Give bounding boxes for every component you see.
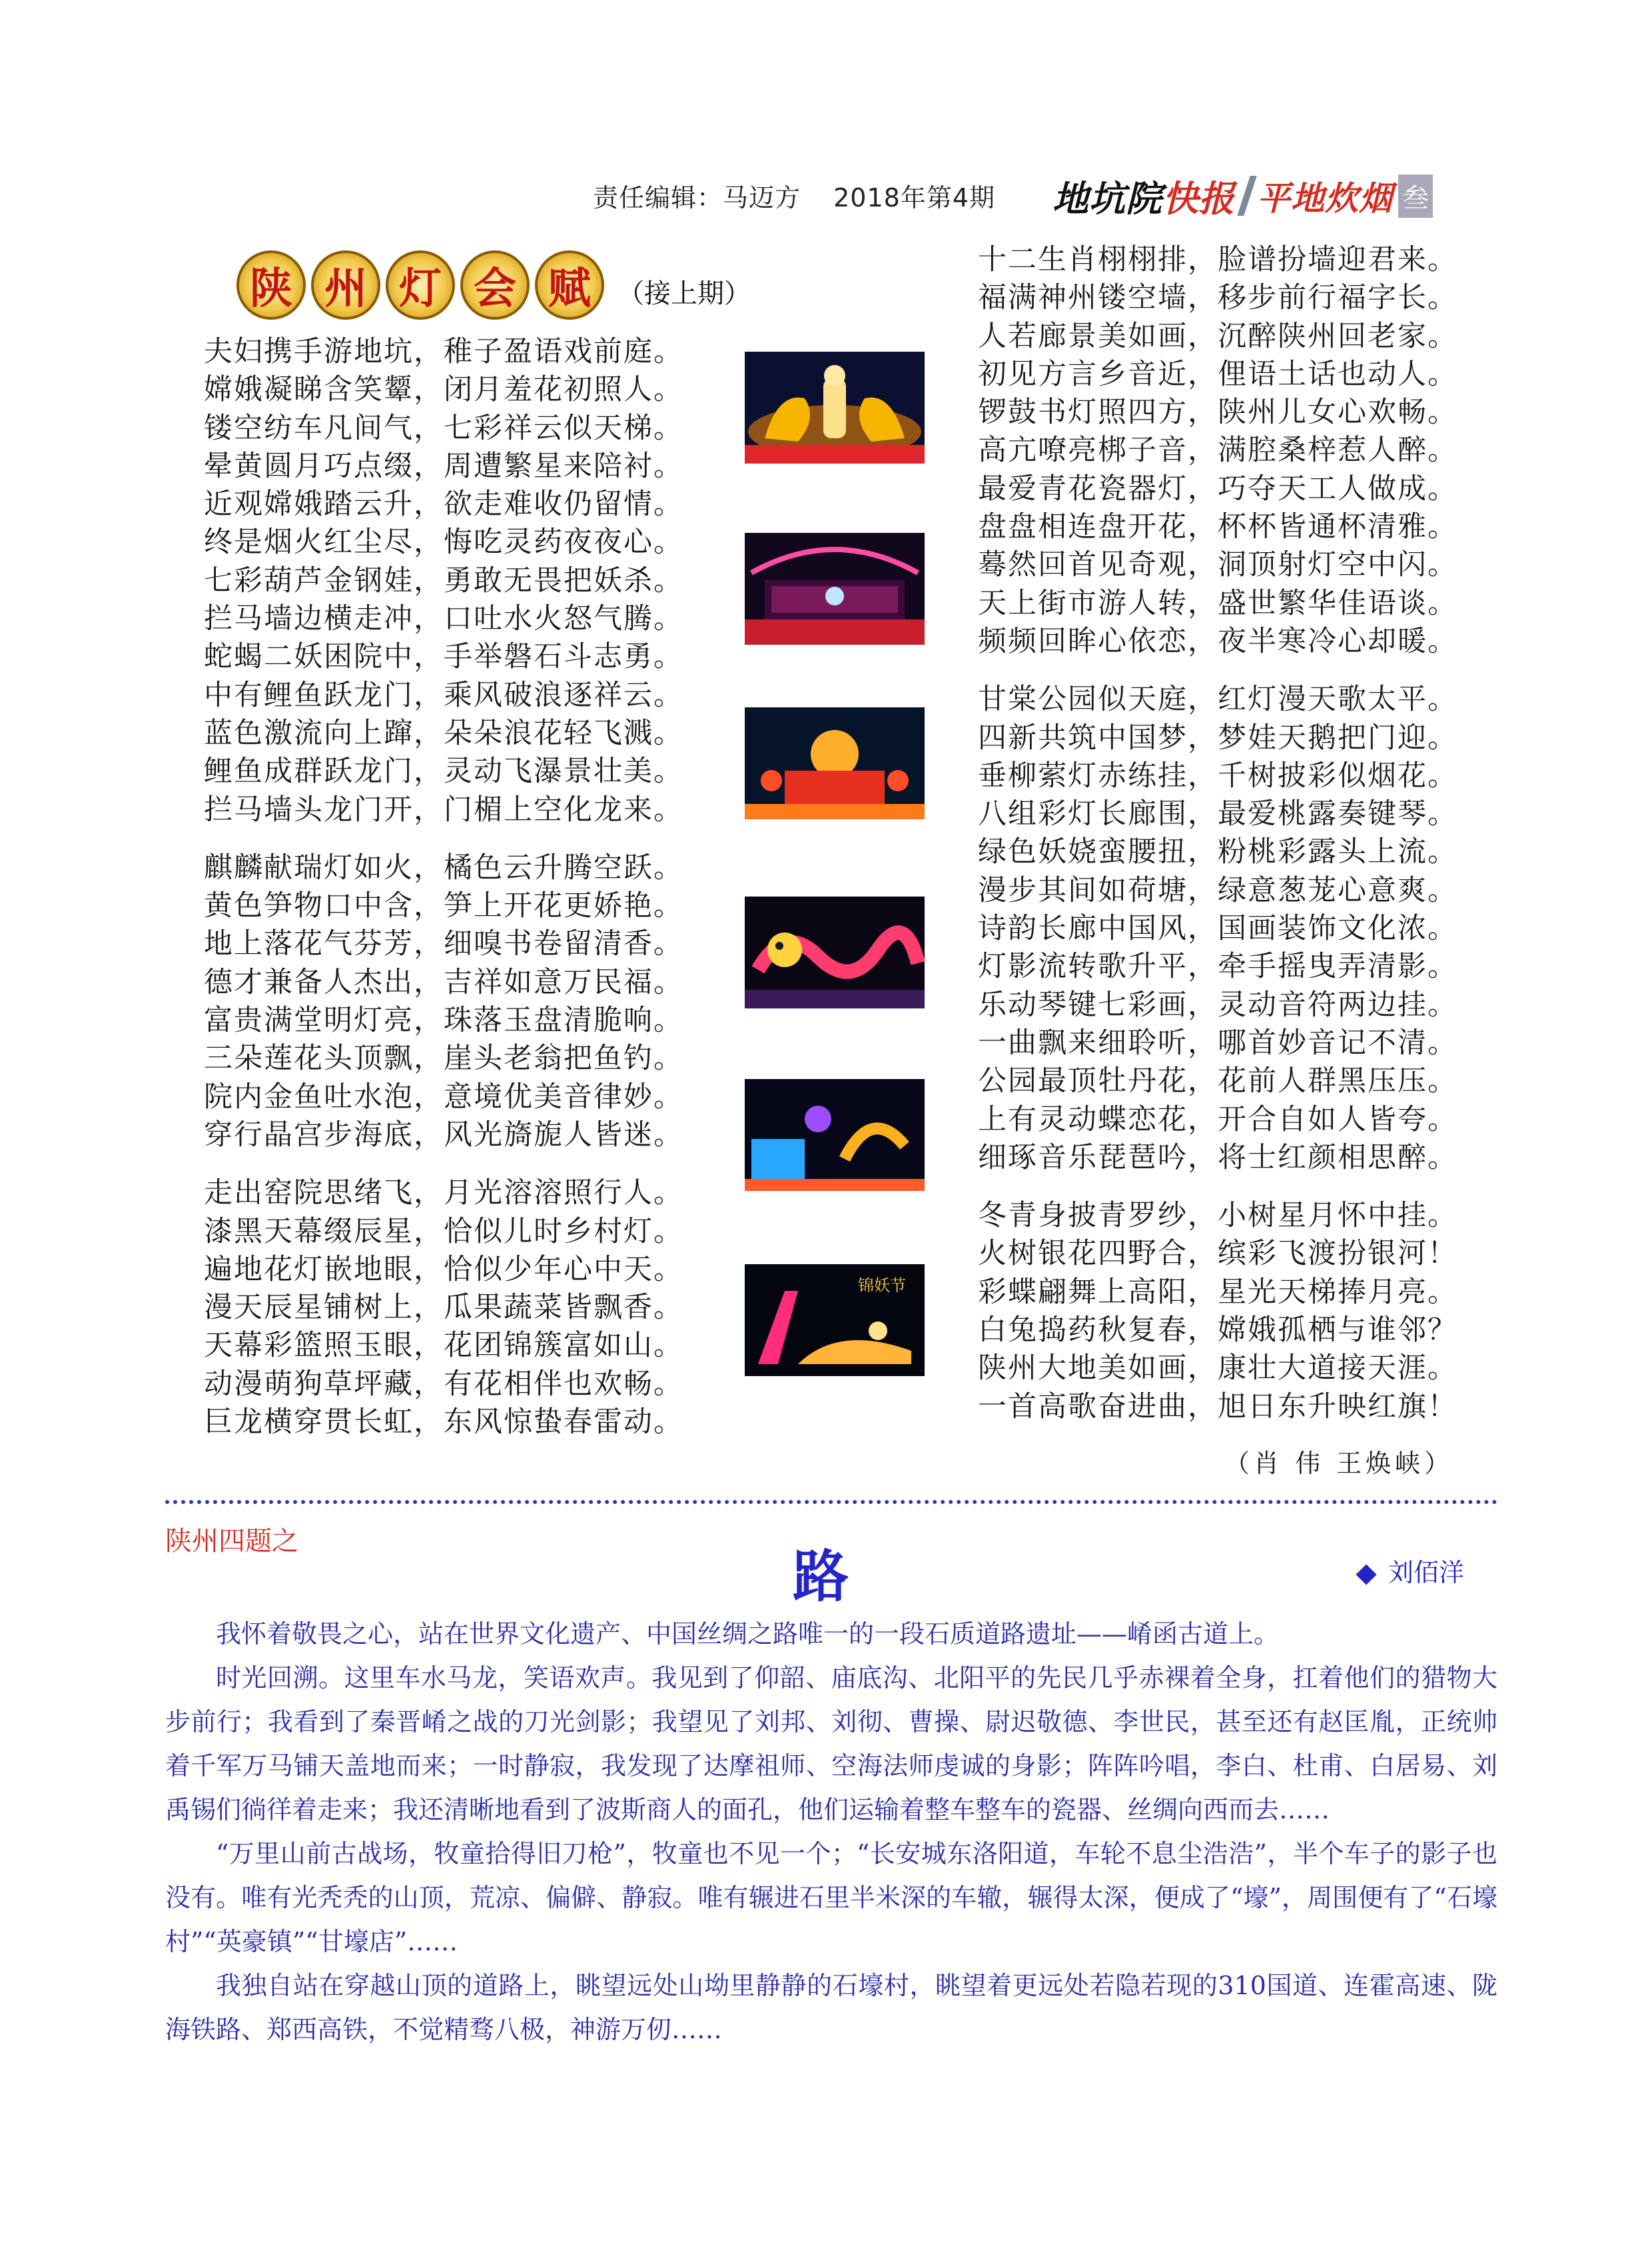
red-lantern-illustration [745,707,925,819]
poem-line: 频频回眸心依恋，夜半寒冷心却暖。 [978,624,1457,658]
article-author [1359,1552,1464,1589]
poem-line: 一曲飘来细聆听，哪首妙音记不清。 [978,1026,1457,1060]
diamond-icon [1356,1564,1376,1585]
poem-line: 镂空纺车凡间气，七彩祥云似天梯。 [204,411,683,445]
lantern-park-illustration [745,1079,925,1191]
title-char: 赋 [535,250,604,320]
article-paragraph: 时光回溯。这里车水马龙，笑语欢声。我见到了仰韶、庙底沟、北阳平的先民几乎赤裸着全身，扛着他们的猎物大步前行；我看到了秦晋崤之战的刀光剑影；我望见了刘邦、刘彻、曹操、尉迟敬德、李世民，甚至还有赵匡胤，正统帅着千军万马铺天盖地而来；一时静寂，我发现了达摩祖师、空海法师虔诚的身影；阵阵吟唱，李白、杜甫、白居易、刘禹锡们徜徉着走来；我还清晰地看到了波斯商人的面孔，他们运输着整车整车的瓷器、丝绸向西而去…… [165,1663,1497,1824]
poem-line: 陕州大地美如画，康壮大道接天涯。 [978,1351,1457,1385]
poem-line: 漫天辰星铺树上，瓜果蔬菜皆飘香。 [204,1291,683,1325]
article-paragraph: 我独自站在穿越山顶的道路上，眺望远处山坳里静静的石壕村，眺望着更远处若隐若现的310国道、连霍高速、陇海铁路、郑西高铁，不觉精骛八极，神游万仞…… [165,1971,1497,2044]
poem-line: 福满神州镂空墙，移步前行福字长。 [978,281,1457,315]
dragon-lantern-illustration [745,897,925,1008]
poem-line: 一首高歌奋进曲，旭日东升映红旗！ [978,1389,1457,1423]
photo-caption: 锦妖节 [858,1276,906,1295]
poem-line: 院内金鱼吐水泡，意境优美音律妙。 [204,1080,683,1114]
poem-line: 黄色笋物口中含，笋上开花更娇艳。 [204,889,683,923]
poem-line: 火树银花四野合，缤彩飞渡扮银河！ [978,1237,1457,1271]
golden-lantern-illustration [745,352,925,464]
poem-line: 三朵莲花头顶飘，崖头老翁把鱼钓。 [204,1042,683,1076]
poem-line: 夫妇携手游地坑，稚子盈语戏前庭。 [204,335,683,368]
poem-line: 冬青身披青罗纱，小树星月怀中挂。 [978,1199,1457,1233]
masthead-column: 平地炊烟 [1257,179,1393,218]
poem-line: 天幕彩篮照玉眼，花团锦簇富如山。 [204,1329,683,1363]
golden-lantern-photo [745,352,925,464]
music-lantern-illustration [745,1264,925,1376]
article-body [165,1612,1497,2052]
poem-line: 上有灵动蝶恋花，开合自如人皆夸。 [978,1102,1457,1136]
poem-line: 拦马墙头龙门开，门楣上空化龙来。 [204,793,683,827]
article-paragraph: 我怀着敬畏之心，站在世界文化遗产、中国丝绸之路唯一的一段石质道路遗址——崤函古道上。 [216,1619,1280,1649]
poem-line: 细琢音乐琵琶吟，将士红颜相思醉。 [978,1140,1457,1174]
poem-line: 德才兼备人杰出，吉祥如意万民福。 [204,965,683,999]
poem-line: 蓦然回首见奇观，洞顶射灯空中闪。 [978,548,1457,582]
stanza-gap [978,1177,1457,1197]
poem-line: 漆黑天幕缀辰星，恰似儿时乡村灯。 [204,1214,683,1248]
title-char: 陕 [236,250,306,320]
stage-lantern-photo [745,533,925,645]
header-meta [593,177,1019,214]
poem-line: 蓝色激流向上蹿，朵朵浪花轻飞溅。 [204,716,683,750]
poem-line: 拦马墙边横走冲，口吐水火怒气腾。 [204,602,683,636]
poem-line: 蛇蝎二妖困院中，手举磐石斗志勇。 [204,640,683,674]
poem-line: 垂柳萦灯赤练挂，千树披彩似烟花。 [978,759,1457,793]
poem-line: 富贵满堂明灯亮，珠落玉盘清脆响。 [204,1004,683,1038]
poem-line: 诗韵长廊中国风，国画装饰文化浓。 [978,912,1457,946]
poem-line: 锣鼓书灯照四方，陕州儿女心欢畅。 [978,396,1457,430]
poem-line: 走出窑院思绪飞，月光溶溶照行人。 [204,1176,683,1210]
poem-line: 初见方言乡音近，俚语土话也动人。 [978,357,1457,391]
masthead-slash [1237,176,1256,216]
poem-line: 灯影流转歌升平，牵手摇曳弄清影。 [978,950,1457,984]
poem-column-left [204,333,683,1441]
issue-number: 2018年第4期 [833,183,995,212]
poem-line: 甘棠公园似天庭，红灯漫天歌太平。 [978,683,1457,717]
dragon-lantern-photo [745,897,925,1008]
stanza-gap [978,661,1457,681]
poem-line: 中有鲤鱼跃龙门，乘风破浪逐祥云。 [204,678,683,712]
poem-title [236,246,751,320]
poem-line: 八组彩灯长廊围，最爱桃露奏键琴。 [978,797,1457,831]
poem-stanza [978,681,1457,1177]
poem-line: 乐动琴键七彩画，灵动音符两边挂。 [978,988,1457,1022]
poem-line: 公园最顶牡丹花，花前人群黑压压。 [978,1064,1457,1098]
poem-line: 白兔捣药秋复春，嫦娥孤栖与谁邻？ [978,1313,1457,1347]
poem-line: 天上街市游人转，盛世繁华佳语谈。 [978,586,1457,620]
poem-line: 嫦娥凝睇含笑颦，闭月羞花初照人。 [204,373,683,407]
poem-line: 最爱青花瓷器灯，巧夺天工人做成。 [978,472,1457,506]
stage-lantern-illustration [745,533,925,645]
article-author-name: 刘佰洋 [1388,1558,1465,1587]
masthead-page: 叁 [1398,175,1433,218]
title-char: 会 [460,250,530,320]
poem-stanza [978,1197,1457,1426]
poem-line: 巨龙横穿贯长虹，东风惊蛰春雷动。 [204,1405,683,1439]
editor-credit: 责任编辑：马迈方 [593,183,801,212]
poem-line: 十二生肖栩栩排，脸谱扮墙迎君来。 [978,243,1457,276]
article-paragraph: “万里山前古战场，牧童拾得旧刀枪”，牧童也不见一个；“长安城东洛阳道，车轮不息尘浩浩”，半个车子的影子也没有。唯有光秃秃的山顶，荒凉、偏僻、静寂。唯有辗进石里半米深的车辙，辗得太深，便成了“壕”，周围便有了“石壕村”“英豪镇”“甘壕店”…… [165,1839,1497,1956]
page-header [586,172,1505,220]
title-char: 灯 [386,250,455,320]
poem-line: 鲤鱼成群跃龙门，灵动飞瀑景壮美。 [204,755,683,789]
poem-stanza [204,1174,683,1441]
article-section-label: 陕州四题之 [165,1526,298,1557]
poem-line: 动漫萌狗草坪藏，有花相伴也欢畅。 [204,1367,683,1401]
poem-line: 高亢嘹亮梆子音，满腔桑梓惹人醉。 [978,434,1457,468]
poem-line: 七彩葫芦金钢娃，勇敢无畏把妖杀。 [204,563,683,597]
title-continuation: （接上期） [618,278,751,309]
music-lantern-photo [745,1264,925,1376]
poem-line: 人若廊景美如画，沉醉陕州回老家。 [978,319,1457,353]
poem-line: 穿行晶宫步海底，风光旖旎人皆迷。 [204,1118,683,1152]
poem-line: 彩蝶翩舞上高阳，星光天梯捧月亮。 [978,1275,1457,1309]
masthead-logo [1052,172,1433,220]
poem-line: 盘盘相连盘开花，杯杯皆通杯清雅。 [978,510,1457,544]
poem-line: 终是烟火红尘尽，悔吃灵药夜夜心。 [204,526,683,560]
poem-line: 绿色妖娆蛮腰扭，粉桃彩露头上流。 [978,835,1457,869]
poem-line: 晕黄圆月巧点缀，周遭繁星来陪衬。 [204,449,683,483]
poem-stanza [978,241,1457,661]
section-divider [165,1500,1497,1504]
poem-stanza [204,333,683,829]
poem-line: 漫步其间如荷塘，绿意葱茏心意爽。 [978,873,1457,907]
article-title: 路 [793,1543,849,1609]
poem-line: 地上落花气芬芳，细嗅书卷留清香。 [204,927,683,961]
lantern-park-photo [745,1079,925,1191]
poem-column-right [978,241,1457,1426]
stanza-gap [204,1154,683,1174]
poem-line: 近观嫦娥踏云升，欲走难收仍留情。 [204,488,683,522]
masthead-name: 地坑院 [1052,177,1162,220]
poem-line: 遍地花灯嵌地眼，恰似少年心中天。 [204,1252,683,1286]
poem-stanza [204,849,683,1154]
stanza-gap [204,829,683,849]
poem-line: 麒麟献瑞灯如火，橘色云升腾空跃。 [204,851,683,885]
title-char: 州 [311,250,380,320]
poem-line: 四新共筑中国梦，梦娃天鹅把门迎。 [978,721,1457,755]
red-lantern-photo [745,707,925,819]
poem-author: （肖 伟 王焕峡） [1224,1449,1454,1478]
masthead-sub: 快报 [1162,177,1234,220]
